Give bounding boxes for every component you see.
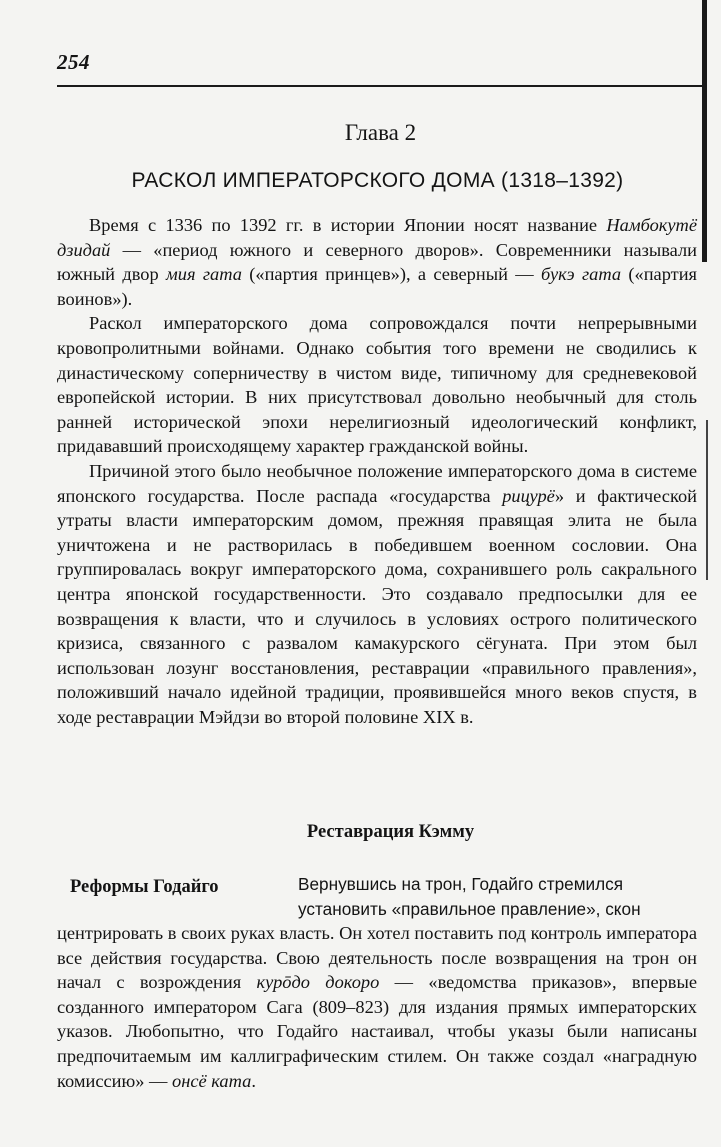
paragraph-2: Раскол императорского дома сопровождался почти непрерывными кровопролитными войнами. Однако события того времени не сводились к династическому соперничеству в чистом виде, типичному для средневековой европейской истории. В них присутствовал довольно необычный для столь ранней исторической эпохи нерелигиозный идеологический конфликт, придававший происходящему характер гражданской войны. xyxy=(57,313,697,457)
text-run: — «ведомства приказов», впервые созданного императором Сага (809–823) для издания прямых императорских указов. Любопытно, что Годайго настаивал, чтобы указы были написаны предпочитаемым им каллиграфическим стилем. Он также создал «наградную комиссию» — xyxy=(57,972,698,1091)
text-run: («партия принцев»), а северный — xyxy=(241,264,541,285)
text-run: Время с 1336 по 1392 гг. в истории Японии носят название xyxy=(89,215,607,235)
text-run: . xyxy=(251,1070,256,1091)
side-text xyxy=(298,872,696,921)
header-rule xyxy=(57,85,702,87)
paragraph-3 xyxy=(57,459,697,730)
scan-edge-mark-middle xyxy=(706,420,708,580)
chapter-label: Глава 2 xyxy=(344,120,417,145)
text-run: центрировать в своих руках власть. Он хотел поставить под контроль императора все действия государства. Свою деятельность после возвращения на трон он начал с возрождения xyxy=(57,923,697,993)
paragraph-4 xyxy=(57,921,697,1093)
section-title: Реставрация Кэмму xyxy=(306,822,475,842)
text-run: Причиной этого было необычное положение императорского дома в системе японского государства. После распада «государства xyxy=(57,460,697,506)
italic-term: Намбокутё дзидай xyxy=(57,215,697,260)
italic-term: рицурё xyxy=(502,485,555,506)
italic-term: онсё ката xyxy=(172,1070,252,1091)
text-run: » и фактической утраты власти императорским домом, прежняя правящая элита не была уничтожена и не растворилась в победившем военном сословии. Она группировалась вокруг императорского дома, сохранившего роль сакрального центра японской государственности. Это создавало предпосылки для ее возвращения к власти, что и случилось в условиях острого политического кризиса, связанного с развалом камакурского сёгуната. При этом был использован лозунг восстановления, реставрации «правильного правления», положивший начало идейной традиции, проявившейся много веков спустя, в ходе реставрации Мэйдзи во второй половине XIX в. xyxy=(57,485,697,727)
side-heading: Реформы Годайго xyxy=(70,877,219,897)
page-number: 254 xyxy=(57,50,90,74)
italic-term: букэ гата xyxy=(540,264,622,285)
section-text xyxy=(57,921,697,1093)
text-run: — «период южного и северного дворов». Современники называли южный двор xyxy=(57,239,697,285)
chapter-title: РАСКОЛ ИМПЕРАТОРСКОГО ДОМА (1318–1392) xyxy=(131,169,624,192)
italic-term: курōдо докоро xyxy=(256,972,380,993)
side-text-line: Вернувшись на трон, Годайго стремился xyxy=(298,874,624,894)
text-run: («партия воинов»). xyxy=(57,264,698,309)
main-text xyxy=(57,213,697,729)
paragraph-1 xyxy=(57,213,697,311)
side-text-line: установить «правильное правление», скон xyxy=(298,898,641,919)
italic-term: мия гата xyxy=(166,264,242,285)
